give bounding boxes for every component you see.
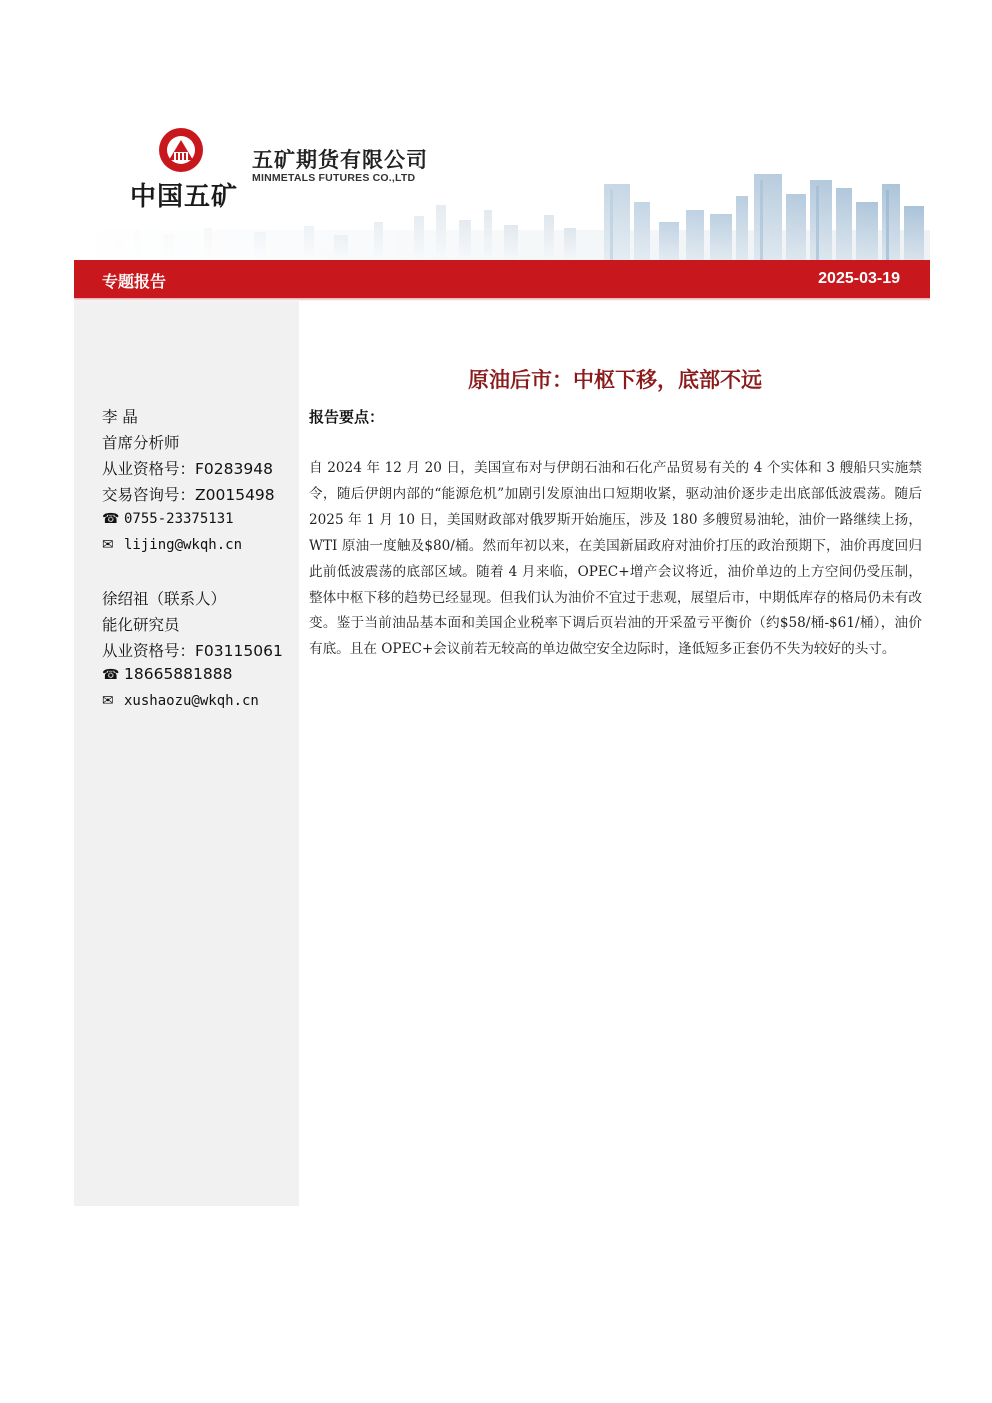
contact-email[interactable] (102, 691, 259, 709)
email-address[interactable]: xushaozu@wkqh.cn (124, 693, 259, 709)
report-date: 2025-03-19 (818, 270, 900, 287)
report-title: 原油后市：中枢下移，底部不远 (468, 368, 762, 392)
logo-wordmark: 中国五矿 (130, 182, 239, 212)
key-points-heading: 报告要点： (309, 408, 385, 426)
company-name-cn: 五矿期货有限公司 (252, 148, 428, 172)
envelope-icon: ✉ (102, 693, 114, 709)
phone-icon: ☎ (102, 511, 120, 527)
email-address[interactable]: lijing@wkqh.cn (124, 537, 243, 553)
analyst-license: 从业资格号：F0283948 (102, 460, 273, 478)
contact-title: 能化研究员 (102, 616, 180, 634)
analyst-name: 李 晶 (102, 408, 138, 426)
contact-phone (102, 665, 232, 683)
analyst-consult-number: 交易咨询号：Z0015498 (102, 486, 275, 504)
contact-name: 徐绍祖（联系人） (102, 590, 227, 608)
report-banner (74, 260, 930, 298)
analyst-title: 首席分析师 (102, 434, 180, 452)
report-type: 专题报告 (102, 272, 167, 291)
key-points-body: 自 2024 年 12 月 20 日，美国宣布对与伊朗石油和石化产品贸易有关的 4 个实体和 3 艘船只实施禁令，随后伊朗内部的“能源危机”加剧引发原油出口短期收紧，驱动油价逐步走出底部低波震荡。随后 2025 年 1 月 10 日，美国财政部对俄罗斯开始施压，涉及 180 多艘贸易油轮，油价一路继续上扬，WTI 原油一度触及$80/桶。然而年初以来，在美国新届政府对油价打压的政治预期下，油价再度回归此前低波震荡的底部区域。随着 4 月来临，OPEC+增产会议将近，油价单边的上方空间仍受压制，整体中枢下移的趋势已经显现。但我们认为油价不宜过于悲观，展望后市，中期低库存的格局仍未有改变。鉴于当前油品基本面和美国企业税率下调后页岩油的开采盈亏平衡价（约$58/桶-$61/桶），油价有底。且在 OPEC+会议前若无较高的单边做空安全边际时，逢低短多正套仍不失为较好的头寸。 (309, 460, 922, 658)
phone-number: 18665881888 (124, 665, 233, 683)
contact-license: 从业资格号：F03115061 (102, 642, 283, 660)
analyst-phone (102, 509, 234, 527)
company-name-en: MINMETALS FUTURES CO.,LTD (252, 172, 416, 184)
envelope-icon: ✉ (102, 537, 114, 553)
minmetals-emblem-icon (157, 126, 205, 174)
analyst-email[interactable] (102, 535, 242, 553)
phone-number: 0755-23375131 (124, 511, 234, 527)
phone-icon: ☎ (102, 667, 120, 683)
